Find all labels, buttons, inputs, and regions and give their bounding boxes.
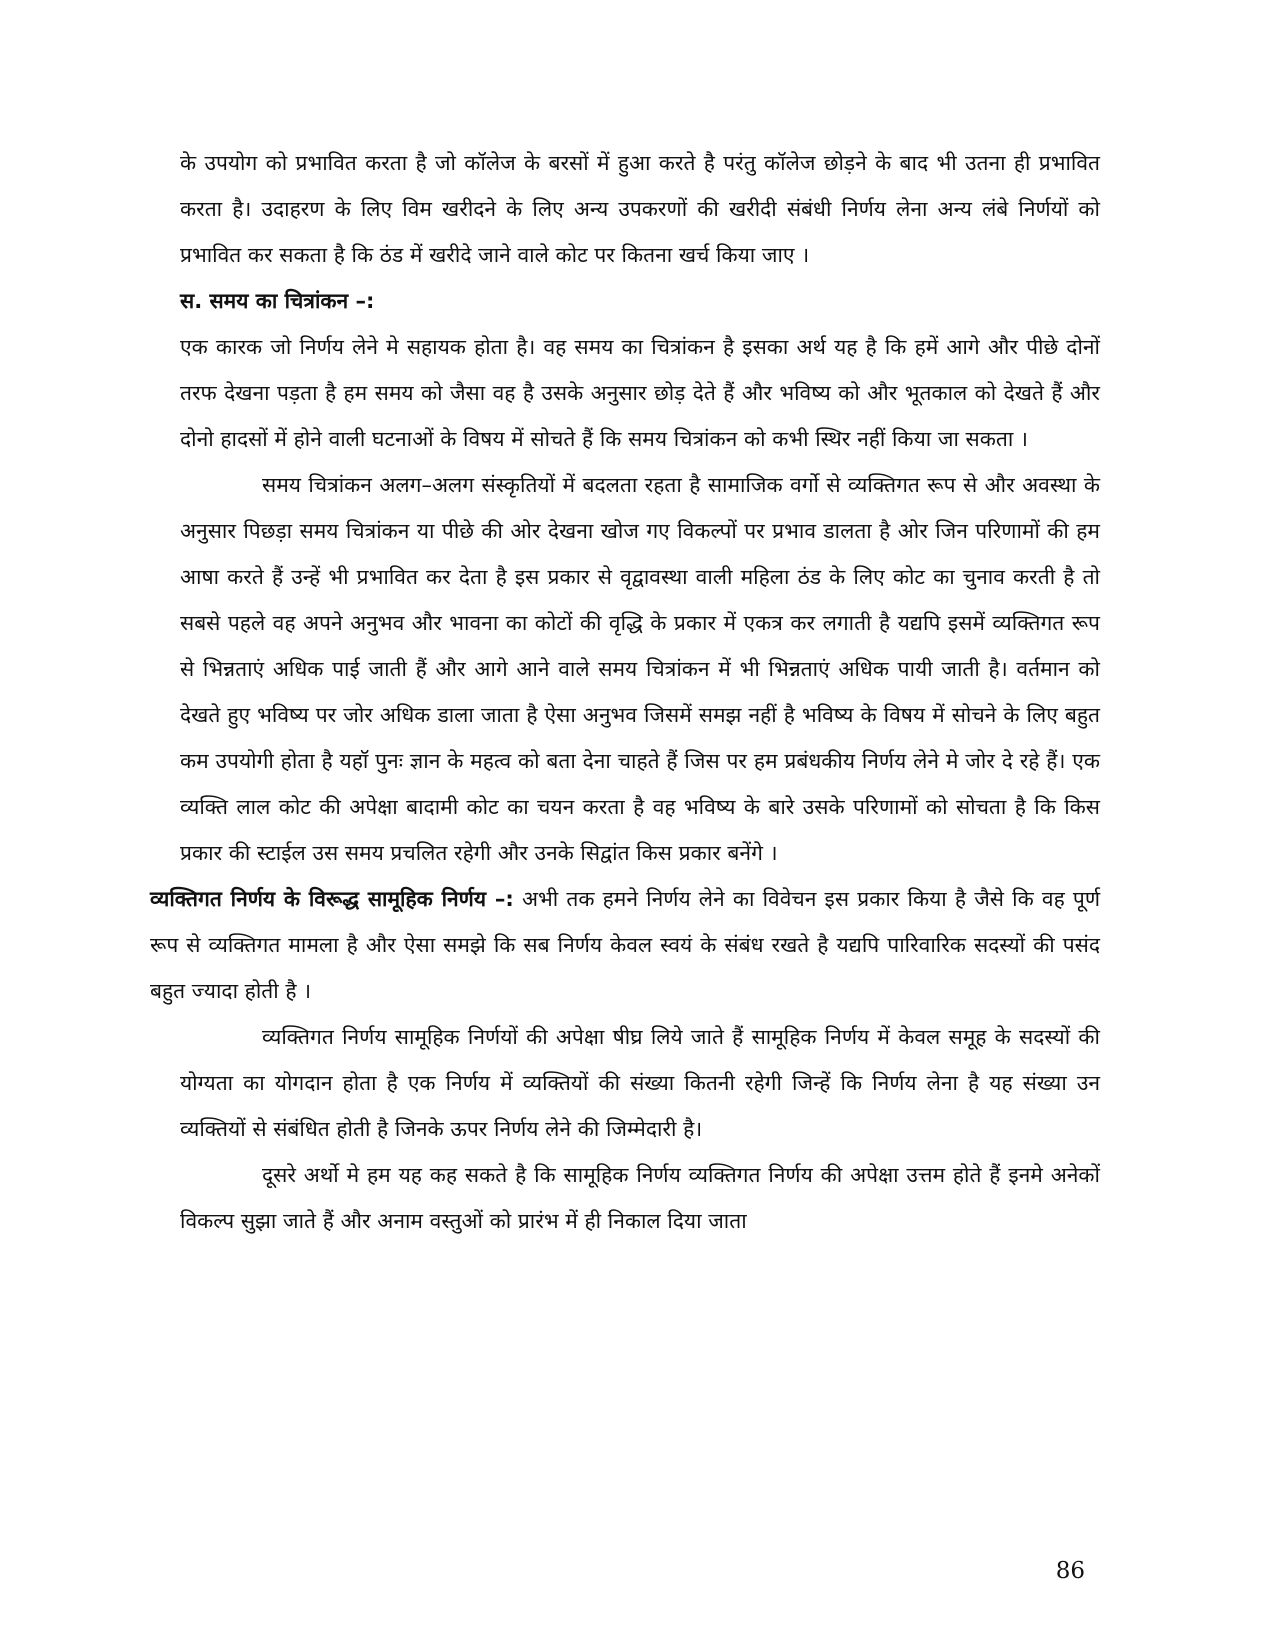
paragraph-4-text: अभी तक हमने निर्णय लेने का विवेचन इस प्रकार किया है जैसे कि वह पूर्ण रूप से व्यक्तिगत मामला है और ऐसा समझे कि सब निर्णय केवल स्वयं के संबंध रखते है यद्यपि पारिवारिक सदस्यों की पसंद बहुत ज्यादा होती है । [150,887,1101,1003]
section-heading-individual-vs-group: व्यक्तिगत निर्णय के विरूद्ध सामूहिक निर्णय –: [150,887,514,911]
paragraph-4 [150,876,1100,1014]
page-number: 86 [1055,1558,1085,1584]
section-heading-time-perspective: स. समय का चित्रांकन –: [180,289,375,313]
paragraph-5: व्यक्तिगत निर्णय सामूहिक निर्णयों की अपेक्षा षीघ्र लिये जाते हैं सामूहिक निर्णय में केवल समूह के सदस्यों की योग्यता का योगदान होता है एक निर्णय में व्यक्तियों की संख्या कितनी रहेगी जिन्हें कि निर्णय लेना है यह संख्या उन व्यक्तियों से संबंधित होती है जिनके ऊपर निर्णय लेने की जिम्मेदारी है। [180,1025,1100,1141]
paragraph-6: दूसरे अर्थो मे हम यह कह सकते है कि सामूहिक निर्णय व्यक्तिगत निर्णय की अपेक्षा उत्तम होते हैं इनमे अनेकों विकल्प सुझा जाते हैं और अनाम वस्तुओं को प्रारंभ में ही निकाल दिया जाता [180,1163,1100,1233]
paragraph-3: समय चित्रांकन अलग–अलग संस्कृतियों में बदलता रहता है सामाजिक वर्गो से व्यक्तिगत रूप से और अवस्था के अनुसार पिछड़ा समय चित्रांकन या पीछे की ओर देखना खोज गए विकल्पों पर प्रभाव डालता है ओर जिन परिणामों की हम आषा करते हैं उन्हें भी प्रभावित कर देता है इस प्रकार से वृद्वावस्था वाली महिला ठंड के लिए कोट का चुनाव करती है तो सबसे पहले वह अपने अनुभव और भावना का कोटों की वृद्धि के प्रकार में एकत्र कर लगाती है यद्यपि इसमें व्यक्तिगत रूप से भिन्नताएं अधिक पाई जाती हैं और आगे आने वाले समय चित्रांकन में भी भिन्नताएं अधिक पायी जाती है। वर्तमान को देखते हुए भविष्य पर जोर अधिक डाला जाता है ऐसा अनुभव जिसमें समझ नहीं है भविष्य के विषय में सोचने के लिए बहुत कम उपयोगी होता है यहॉ पुनः ज्ञान के महत्व को बता देना चाहते हैं जिस पर हम प्रबंधकीय निर्णय लेने मे जोर दे रहे हैं। एक व्यक्ति लाल कोट की अपेक्षा बादामी कोट का चयन करता है वह भविष्य के बारे उसके परिणामों को सोचता है कि किस प्रकार की स्टाईल उस समय प्रचलित रहेगी और उनके सिद्वांत किस प्रकार बनेंगे । [180,473,1100,865]
paragraph-1: के उपयोग को प्रभावित करता है जो कॉलेज के बरसों में हुआ करते है परंतु कॉलेज छोड़ने के बाद भी उतना ही प्रभावित करता है। उदाहरण के लिए विम खरीदने के लिए अन्य उपकरणों की खरीदी संबंधी निर्णय लेना अन्य लंबे निर्णयों को प्रभावित कर सकता है कि ठंड में खरीदे जाने वाले कोट पर कितना खर्च किया जाए । [180,151,1100,267]
text-section-1 [150,140,1101,1244]
paragraph-2: एक कारक जो निर्णय लेने मे सहायक होता है। वह समय का चित्रांकन है इसका अर्थ यह है कि हमें आगे और पीछे दोनों तरफ देखना पड़ता है हम समय को जैसा वह है उसके अनुसार छोड़ देते हैं और भविष्य को और भूतकाल को देखते हैं और दोनो हादसों में होने वाली घटनाओं के विषय में सोचते हैं कि समय चित्रांकन को कभी स्थिर नहीं किया जा सकता । [180,335,1100,451]
